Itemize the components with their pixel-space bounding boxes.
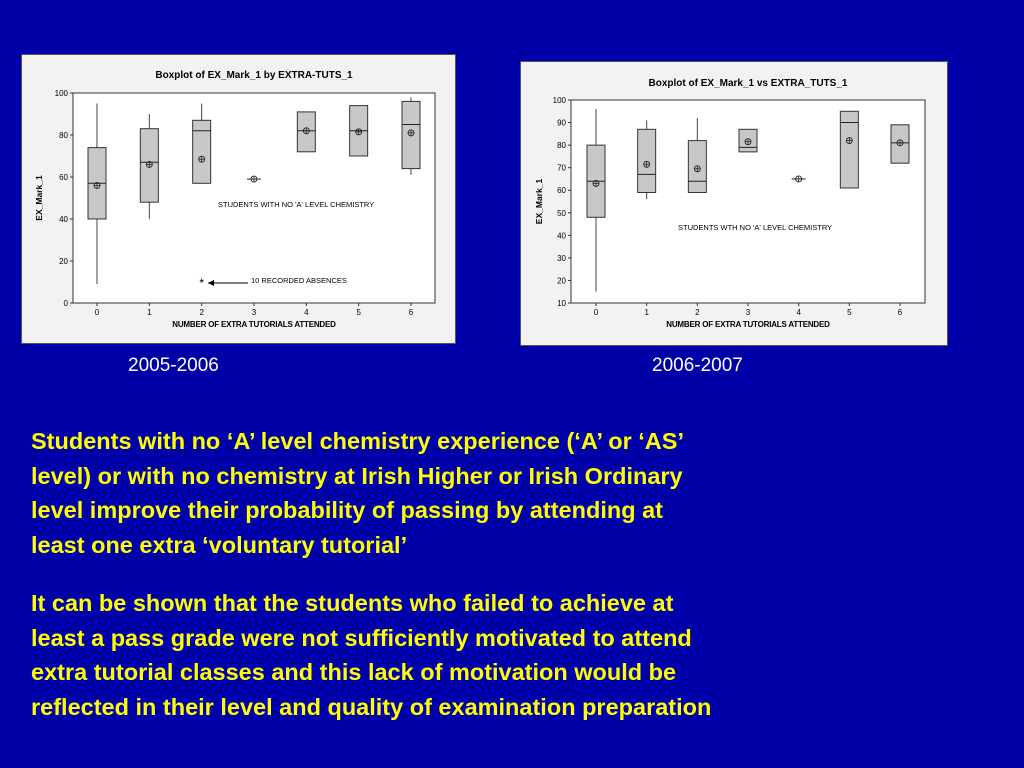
x-tick-label: 6 xyxy=(408,308,414,317)
chart-title: Boxplot of EX_Mark_1 vs EXTRA_TUTS_1 xyxy=(648,78,848,89)
y-tick-label: 60 xyxy=(557,186,566,196)
box-category-1 xyxy=(638,120,656,199)
annotation-absences: 10 RECORDED ABSENCES xyxy=(251,276,347,285)
x-tick-label: 3 xyxy=(745,308,751,317)
boxplot-2005-2006-svg xyxy=(22,55,455,343)
y-tick-label: 50 xyxy=(557,208,566,218)
y-tick-label: 100 xyxy=(552,96,566,105)
x-tick-label: 1 xyxy=(644,308,649,317)
box-category-5 xyxy=(840,111,858,188)
y-axis-label: EX_Mark_1 xyxy=(34,175,44,221)
y-tick-label: 30 xyxy=(557,253,566,263)
box-category-5 xyxy=(350,106,368,156)
x-tick-label: 2 xyxy=(199,308,204,317)
x-tick-label: 4 xyxy=(796,308,801,317)
box-category-4 xyxy=(297,112,315,152)
box-category-3 xyxy=(739,129,757,152)
x-tick-label: 1 xyxy=(147,308,152,317)
x-axis-label: NUMBER OF EXTRA TUTORIALS ATTENDED xyxy=(172,320,336,329)
x-tick-label: 2 xyxy=(695,308,700,317)
outlier-marker: * xyxy=(199,276,205,290)
x-tick-label: 4 xyxy=(304,308,309,317)
boxplot-2006-2007 xyxy=(520,61,948,346)
y-axis-label: EX_Mark_1 xyxy=(534,178,544,225)
y-tick-label: 40 xyxy=(59,215,68,224)
paragraph-motivation: It can be shown that the students who failed to achieve at least a pass grade were not sufficiently motivated to attend extra tutorial classes and this lack of motivation would be reflected in their level and quality of examination preparation xyxy=(31,590,712,720)
year-label-2006-2007: 2006-2007 xyxy=(652,355,743,376)
chart-title: Boxplot of EX_Mark_1 by EXTRA-TUTS_1 xyxy=(155,70,353,81)
x-tick-label: 0 xyxy=(94,308,100,317)
x-tick-label: 6 xyxy=(897,308,903,317)
x-tick-label: 3 xyxy=(251,308,257,317)
y-tick-label: 90 xyxy=(557,118,566,128)
x-tick-label: 0 xyxy=(593,308,599,317)
box-category-6 xyxy=(891,125,909,163)
y-tick-label: 100 xyxy=(54,89,68,98)
y-tick-label: 70 xyxy=(557,163,566,173)
annotation-no-a-level: STUDENTS WTH NO 'A' LEVEL CHEMISTRY xyxy=(678,223,833,232)
y-tick-label: 80 xyxy=(59,131,68,140)
boxplot-2006-2007-svg xyxy=(521,62,947,345)
y-tick-label: 60 xyxy=(59,173,68,182)
x-tick-label: 5 xyxy=(847,308,852,317)
y-tick-label: 40 xyxy=(557,231,566,241)
boxplot-2005-2006 xyxy=(21,54,456,344)
y-tick-label: 20 xyxy=(557,276,566,286)
plot-area xyxy=(73,93,435,303)
x-axis-label: NUMBER OF EXTRA TUTORIALS ATTENDED xyxy=(666,320,830,329)
y-tick-label: 20 xyxy=(59,257,68,266)
y-tick-label: 0 xyxy=(63,299,68,308)
y-tick-label: 10 xyxy=(557,299,566,308)
year-label-2005-2006: 2005-2006 xyxy=(128,355,219,376)
paragraph-no-a-level-chemistry: Students with no ‘A’ level chemistry experience (‘A’ or ‘AS’ level) or with no chemistry at Irish Higher or Irish Ordinary level improve their probability of passing by attending at least one extra ‘voluntary tutorial’ xyxy=(31,428,684,558)
y-tick-label: 80 xyxy=(557,141,566,151)
box xyxy=(193,120,211,183)
annotation-no-a-level: STUDENTS WITH NO 'A' LEVEL CHEMISTRY xyxy=(218,200,375,209)
x-tick-label: 5 xyxy=(356,308,361,317)
box-category-6 xyxy=(402,97,420,175)
